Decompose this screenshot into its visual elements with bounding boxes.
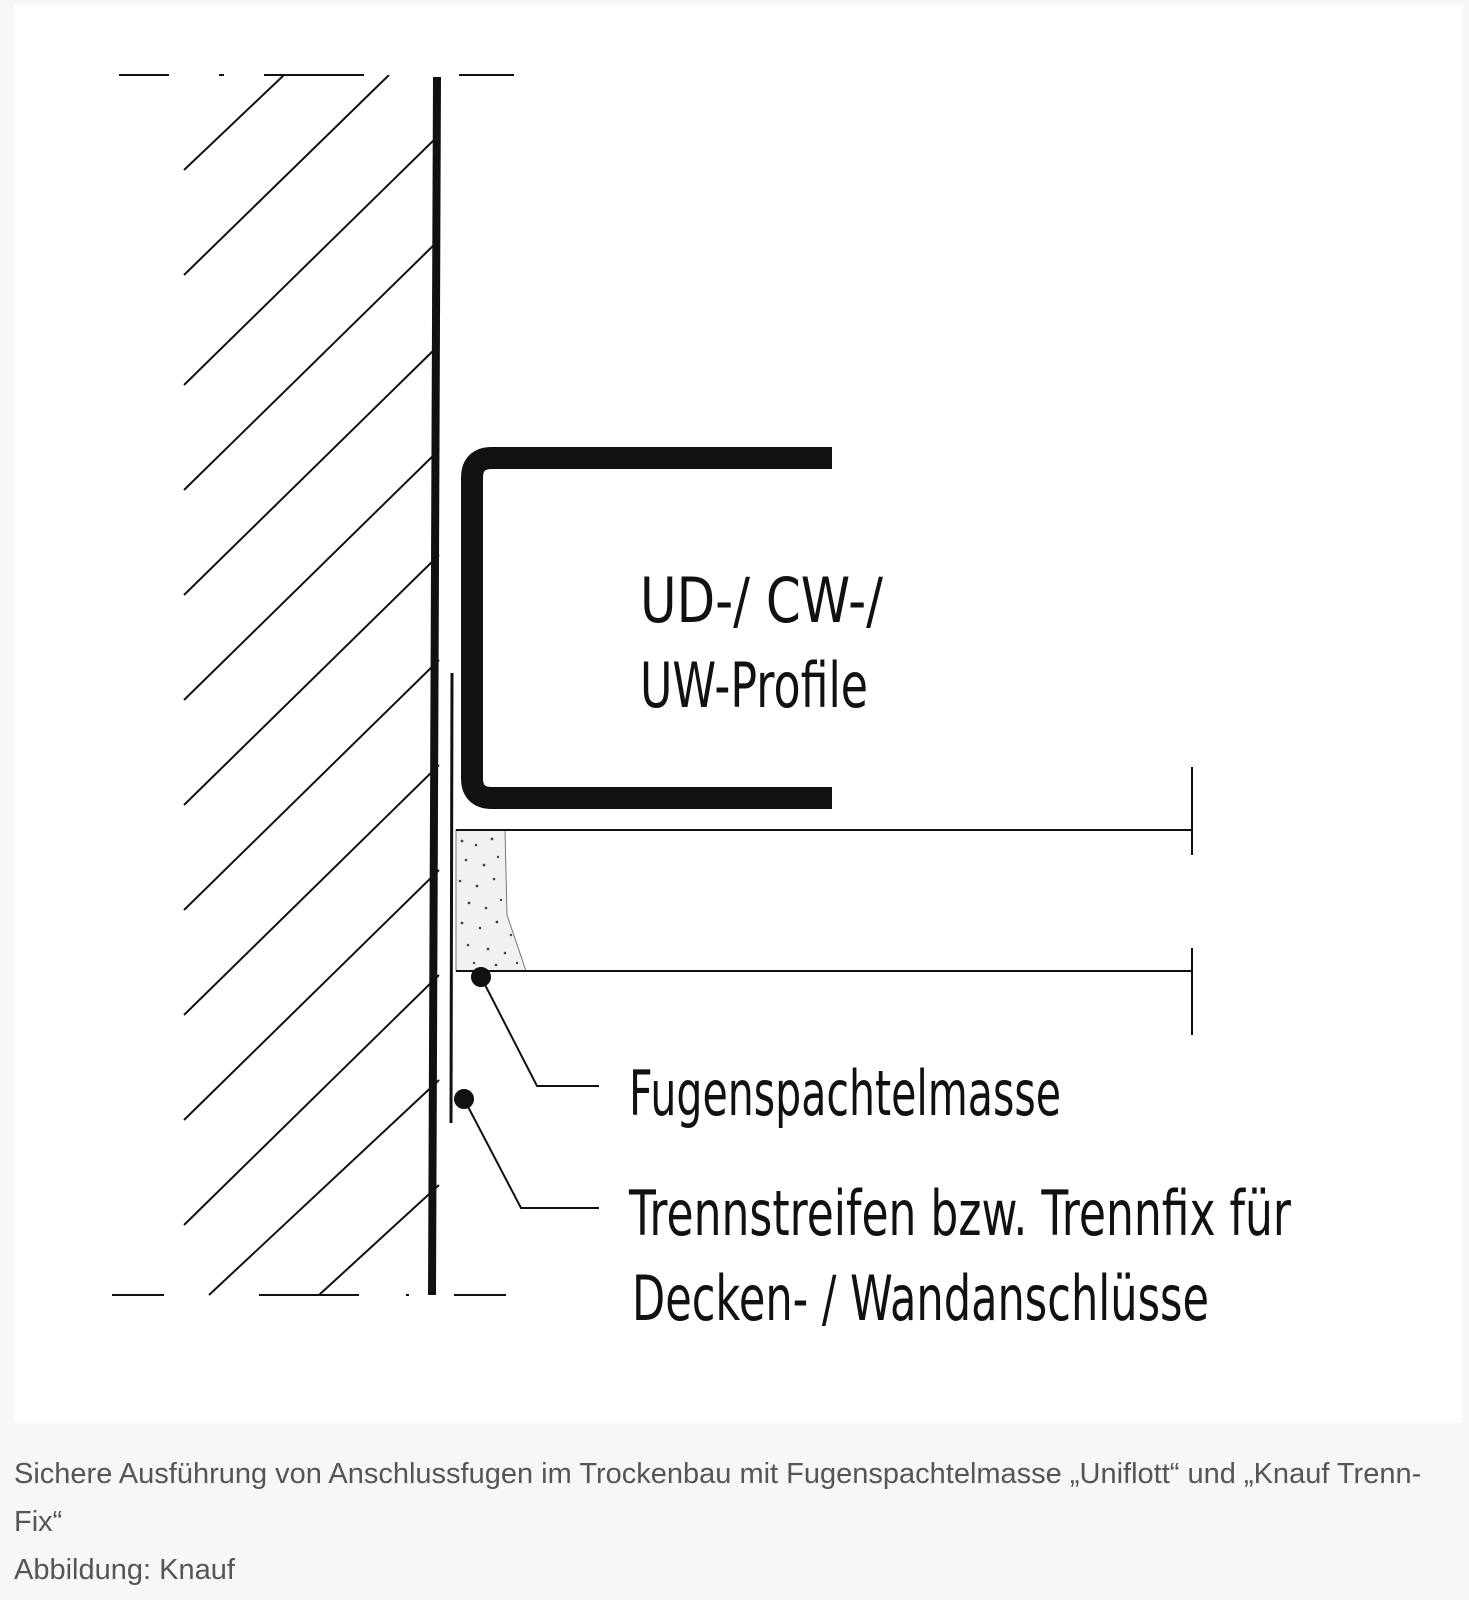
label-separating-strip-line2: Decken- / Wandanschlüsse — [632, 1262, 1209, 1335]
label-joint-compound: Fugenspachtelmasse — [629, 1057, 1061, 1130]
caption-credit: Abbildung: Knauf — [14, 1554, 235, 1586]
label-profile-line1: UD-/ CW-/ — [640, 564, 884, 637]
caption-text: Sichere Ausführung von Anschlussfugen im Trockenbau mit Fugenspachtelmasse „Uniflott“ und „Knauf Trenn-Fix“ — [14, 1458, 1422, 1538]
leader-joint-compound — [472, 968, 599, 1086]
separating-strip-line — [451, 673, 452, 1123]
figure-caption — [14, 1450, 1454, 1594]
wall-hatching — [184, 75, 439, 1295]
diagram-canvas — [14, 5, 1462, 1423]
leader-separating-strip — [455, 1090, 599, 1208]
label-profile-line2: UW-Profile — [640, 649, 868, 722]
label-separating-strip-line1: Trennstreifen bzw. Trennfix für — [628, 1177, 1292, 1250]
wall-surface-line — [432, 77, 437, 1295]
drywall-joint-diagram — [14, 5, 1462, 1423]
joint-compound-fill — [456, 830, 526, 971]
